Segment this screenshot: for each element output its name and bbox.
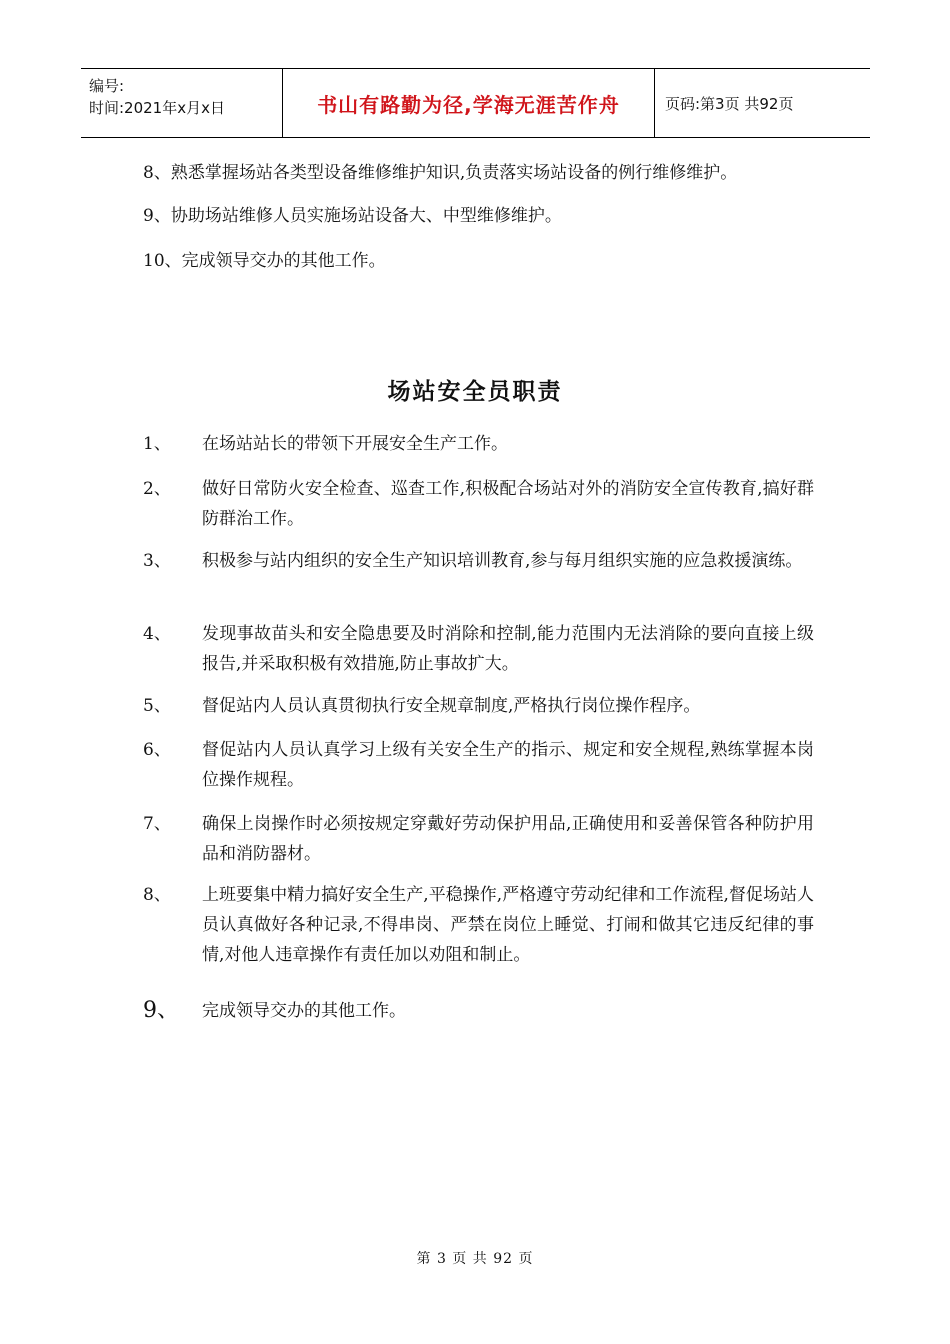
duty-text: 确保上岗操作时必须按规定穿戴好劳动保护用品,正确使用和妥善保管各种防护用品和消防器材。	[202, 814, 814, 864]
duty-text: 督促站内人员认真学习上级有关安全生产的指示、规定和安全规程,熟练掌握本岗位操作规程。	[202, 740, 814, 790]
duty-number: 6、	[143, 740, 171, 760]
duty-item	[143, 619, 823, 679]
duty-number: 7、	[143, 814, 171, 834]
duty-text: 完成领导交办的其他工作。	[202, 1001, 406, 1021]
duty-number: 5、	[143, 696, 171, 716]
duty-text: 督促站内人员认真贯彻执行安全规章制度,严格执行岗位操作程序。	[202, 696, 701, 716]
duty-number: 3、	[143, 551, 171, 571]
duty-text: 积极参与站内组织的安全生产知识培训教育,参与每月组织实施的应急救援演练。	[202, 551, 803, 571]
duty-text: 在场站站长的带领下开展安全生产工作。	[202, 434, 508, 454]
duty-item	[143, 429, 823, 459]
duty-number: 8、	[143, 885, 171, 905]
duty-number: 1、	[143, 434, 171, 454]
duty-item	[143, 735, 823, 795]
page-footer: 第 3 页 共 92 页	[416, 1251, 534, 1267]
duty-item	[143, 691, 823, 721]
duty-text: 做好日常防火安全检查、巡查工作,积极配合场站对外的消防安全宣传教育,搞好群防群治工作。	[202, 479, 814, 529]
document-header	[81, 68, 870, 138]
intro-item: 8、熟悉掌握场站各类型设备维修维护知识,负责落实场站设备的例行维修维护。	[143, 163, 738, 183]
intro-item: 9、协助场站维修人员实施场站设备大、中型维修维护。	[143, 206, 562, 226]
section-title: 场站安全员职责	[387, 378, 563, 405]
duty-item	[143, 546, 823, 576]
duty-number: 9、	[143, 998, 179, 1023]
duty-number: 2、	[143, 479, 171, 499]
duty-number: 4、	[143, 624, 171, 644]
header-info-cell	[81, 69, 283, 137]
duty-text: 发现事故苗头和安全隐患要及时消除和控制,能力范围内无法消除的要向直接上级报告,并采取积极有效措施,防止事故扩大。	[202, 624, 814, 674]
time-label: 时间:2021年x月x日	[89, 99, 225, 117]
intro-item: 10、完成领导交办的其他工作。	[143, 251, 386, 271]
header-motto: 书山有路勤为径,学海无涯苦作舟	[283, 69, 655, 137]
duty-item	[143, 474, 823, 534]
duty-item	[143, 880, 823, 970]
header-page-label: 页码:第3页 共92页	[665, 94, 794, 113]
duty-item	[143, 996, 823, 1026]
duty-text: 上班要集中精力搞好安全生产,平稳操作,严格遵守劳动纪律和工作流程,督促场站人员认真做好各种记录,不得串岗、严禁在岗位上睡觉、打闹和做其它违反纪律的事情,对他人违章操作有责任加以劝阻和制止。	[202, 885, 814, 965]
duty-item	[143, 809, 823, 869]
number-label: 编号:	[89, 77, 125, 95]
